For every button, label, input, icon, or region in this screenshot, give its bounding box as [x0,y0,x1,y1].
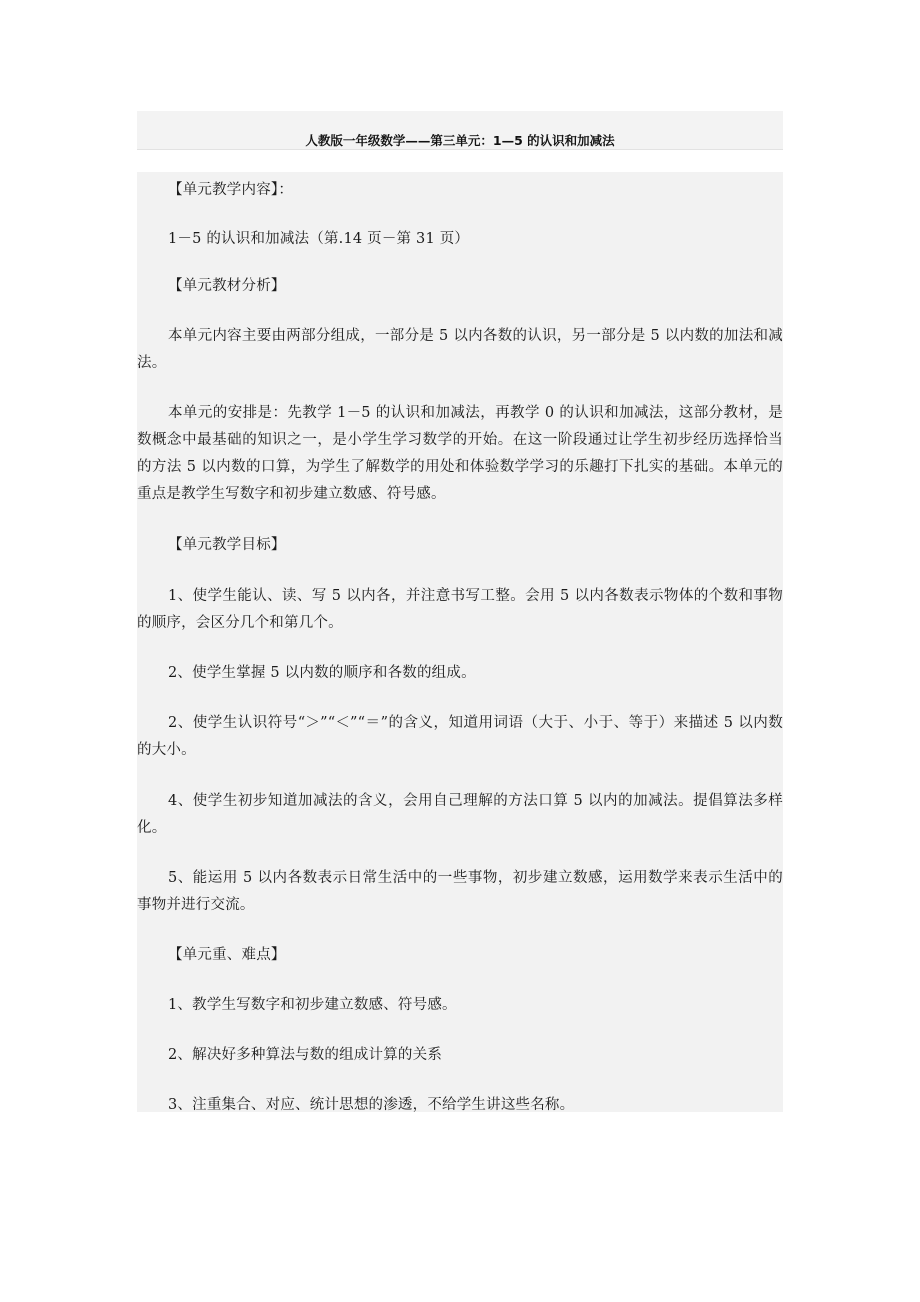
heading-material-analysis: 【单元教材分析】 [168,278,286,294]
goal-item-5: 5、能运用 5 以内各数表示日常生活中的一些事物，初步建立数感，运用数学来表示生活中的事物并进行交流。 [137,870,783,913]
document-title: 人教版一年级数学——第三单元：1—5 的认识和加减法 [305,133,615,148]
key-point-2: 2、解决好多种算法与数的组成计算的关系 [168,1047,443,1063]
heading-teaching-goals: 【单元教学目标】 [168,537,286,553]
goal-item-2: 2、使学生掌握 5 以内数的顺序和各数的组成。 [168,665,476,681]
paragraph-scope: 1－5 的认识和加减法（第.14 页－第 31 页） [168,231,470,247]
paragraph-analysis-2: 本单元的安排是：先教学 1－5 的认识和加减法，再教学 0 的认识和加减法，这部分教材，是数概念中最基础的知识之一，是小学生学习数学的开始。在这一阶段通过让学生初步经历选择恰当的方法 5 以内数的口算，为学生了解数学的用处和体验数学学习的乐趣打下扎实的基础。本单元的重点是教学生写数字和初步建立数感、符号感。 [137,405,783,502]
document-body [137,172,783,1112]
key-point-1: 1、教学生写数字和初步建立数感、符号感。 [168,997,457,1013]
key-point-3: 3、注重集合、对应、统计思想的渗透，不给学生讲这些名称。 [168,1097,575,1113]
paragraph-analysis-1: 本单元内容主要由两部分组成，一部分是 5 以内各数的认识，另一部分是 5 以内数的加法和减法。 [137,328,783,371]
title-bar [137,111,783,150]
heading-teaching-content: 【单元教学内容】： [168,182,294,198]
goal-item-3: 2、使学生认识符号“＞”“＜”“＝”的含义，知道用词语（大于、小于、等于）来描述 5 以内数的大小。 [137,715,783,758]
goal-item-1: 1、使学生能认、读、写 5 以内各，并注意书写工整。会用 5 以内各数表示物体的个数和事物的顺序，会区分几个和第几个。 [137,588,783,631]
heading-key-difficult-points: 【单元重、难点】 [168,947,286,963]
goal-item-4: 4、使学生初步知道加减法的含义，会用自己理解的方法口算 5 以内的加减法。提倡算法多样化。 [137,793,783,836]
